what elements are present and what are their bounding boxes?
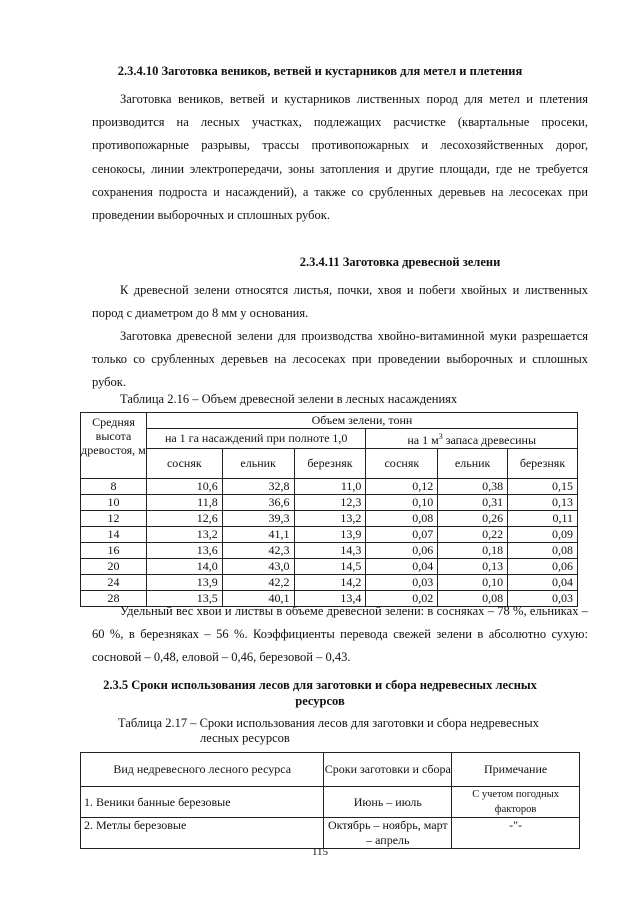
paragraph-greenery-harvest: Заготовка древесной зелени для производства хвойно-витаминной муки разрешается только со срубленных деревьев на лесосеках при проведении выборочных и сплошных рубок. [92, 329, 588, 390]
volume-cell: 0,15 [508, 479, 578, 495]
volume-cell: 10,6 [146, 479, 222, 495]
table-2-17-header-resource: Вид недревесного лесного ресурса [81, 753, 324, 787]
paragraph-brooms: Заготовка веников, ветвей и кустарников лиственных пород для метел и плетения производится на лесных участках, подлежащих расчистке (квартальные просеки, противопожарные разрывы, трассы противопожарных и лесохозяйственных дорог, сенокосы, линии электропередачи, зоны затопления и другие площади, где не требуется сохранения подроста и насаждений), а также со срубленных деревьев на лесосеках при проведении выборочных и сплошных рубок. [92, 92, 588, 223]
section-heading-2-3-4-10: 2.3.4.10 Заготовка веников, ветвей и кустарников для метел и плетения [117, 64, 523, 78]
height-cell: 28 [81, 591, 147, 607]
paragraph-needle-share: Удельный вес хвои и листвы в объеме древесной зелени: в сосняках – 78 %, ельниках – 60 %, в березняках – 56 %. Коэффициенты перевода свежей зелени в абсолютно сухую: сосновой – 0,48, еловой – 0,46, березовой – 0,43. [92, 604, 588, 665]
volume-cell: 0,10 [438, 575, 508, 591]
table-2-17-cell: Июнь – июль [324, 787, 452, 818]
paragraph-greenery-definition: К древесной зелени относятся листья, почки, хвоя и побеги хвойных и лиственных пород с диаметром до 8 мм у основания. [92, 283, 588, 321]
table-2-16-header-height: Средняя высота древостоя, м [81, 413, 147, 479]
volume-cell: 32,8 [222, 479, 294, 495]
height-cell: 8 [81, 479, 147, 495]
volume-cell: 0,08 [438, 591, 508, 607]
volume-cell: 40,1 [222, 591, 294, 607]
volume-cell: 13,5 [146, 591, 222, 607]
table-row [81, 543, 578, 559]
table-2-16-header-per-m3: на 1 $м^3$ запаса древесины [366, 429, 578, 449]
table-2-17-caption-line1: Таблица 2.17 – Сроки использования лесов для заготовки и сбора недревесных [118, 716, 539, 730]
volume-cell: 12,3 [294, 495, 366, 511]
volume-cell: 42,2 [222, 575, 294, 591]
table-2-16-caption: Таблица 2.16 – Объем древесной зелени в лесных насаждениях [120, 392, 458, 406]
table-row [81, 495, 578, 511]
table-2-16-header-per-ha: на 1 га насаждений при полноте 1,0 [146, 429, 365, 449]
volume-cell: 14,0 [146, 559, 222, 575]
volume-cell: 13,4 [294, 591, 366, 607]
page-number: 115 [311, 846, 329, 858]
volume-cell: 0,06 [366, 543, 438, 559]
volume-cell: 41,1 [222, 527, 294, 543]
volume-cell: 0,11 [508, 511, 578, 527]
volume-cell: 0,13 [438, 559, 508, 575]
height-cell: 10 [81, 495, 147, 511]
volume-cell: 0,06 [508, 559, 578, 575]
table-2-17-cell: 1. Веники банные березовые [81, 787, 324, 818]
volume-cell: 14,3 [294, 543, 366, 559]
volume-cell: 14,5 [294, 559, 366, 575]
volume-cell: 0,22 [438, 527, 508, 543]
species-header: сосняк [146, 449, 222, 479]
volume-cell: 0,09 [508, 527, 578, 543]
volume-cell: 0,03 [508, 591, 578, 607]
section-heading-2-3-5-line1: 2.3.5 Сроки использования лесов для заготовки и сбора недревесных лесных [103, 678, 537, 692]
volume-cell: 0,03 [366, 575, 438, 591]
volume-cell: 11,8 [146, 495, 222, 511]
species-header: ельник [222, 449, 294, 479]
volume-cell: 0,26 [438, 511, 508, 527]
volume-cell: 0,08 [508, 543, 578, 559]
table-row [81, 527, 578, 543]
table-2-16 [80, 412, 578, 607]
volume-cell: 13,2 [294, 511, 366, 527]
height-cell: 12 [81, 511, 147, 527]
table-2-17-caption-line2: лесных ресурсов [200, 731, 290, 745]
volume-cell: 0,04 [508, 575, 578, 591]
table-row [81, 559, 578, 575]
species-header: сосняк [366, 449, 438, 479]
volume-cell: 42,3 [222, 543, 294, 559]
volume-cell: 0,02 [366, 591, 438, 607]
volume-cell: 0,08 [366, 511, 438, 527]
volume-cell: 13,9 [146, 575, 222, 591]
table-row [81, 575, 578, 591]
volume-cell: 13,2 [146, 527, 222, 543]
volume-cell: 13,9 [294, 527, 366, 543]
volume-cell: 36,6 [222, 495, 294, 511]
table-2-17-header-note: Примечание [452, 753, 580, 787]
table-2-17 [80, 752, 580, 849]
volume-cell: 13,6 [146, 543, 222, 559]
section-heading-2-3-5-line2: ресурсов [295, 694, 345, 708]
volume-cell: 39,3 [222, 511, 294, 527]
section-heading-2-3-4-11: 2.3.4.11 Заготовка древесной зелени [299, 255, 501, 269]
volume-cell: 11,0 [294, 479, 366, 495]
volume-cell: 0,31 [438, 495, 508, 511]
volume-cell: 14,2 [294, 575, 366, 591]
table-2-16-header-volume: Объем зелени, тонн [146, 413, 577, 429]
volume-cell: 12,6 [146, 511, 222, 527]
volume-cell: 0,13 [508, 495, 578, 511]
height-cell: 14 [81, 527, 147, 543]
species-header: ельник [438, 449, 508, 479]
table-row [81, 479, 578, 495]
volume-cell: 43,0 [222, 559, 294, 575]
species-header: березняк [508, 449, 578, 479]
table-2-17-cell: -"- [452, 818, 580, 849]
volume-cell: 0,04 [366, 559, 438, 575]
height-cell: 24 [81, 575, 147, 591]
height-cell: 16 [81, 543, 147, 559]
table-2-17-cell: С учетом погодных факторов [452, 787, 580, 818]
volume-cell: 0,07 [366, 527, 438, 543]
volume-cell: 0,38 [438, 479, 508, 495]
volume-cell: 0,12 [366, 479, 438, 495]
table-2-17-header-terms: Сроки заготовки и сбора [324, 753, 452, 787]
volume-cell: 0,10 [366, 495, 438, 511]
table-2-17-cell: 2. Метлы березовые [81, 818, 324, 849]
species-header: березняк [294, 449, 366, 479]
height-cell: 20 [81, 559, 147, 575]
table-2-17-cell: Октябрь – ноябрь, март – апрель [324, 818, 452, 849]
table-row [81, 511, 578, 527]
volume-cell: 0,18 [438, 543, 508, 559]
